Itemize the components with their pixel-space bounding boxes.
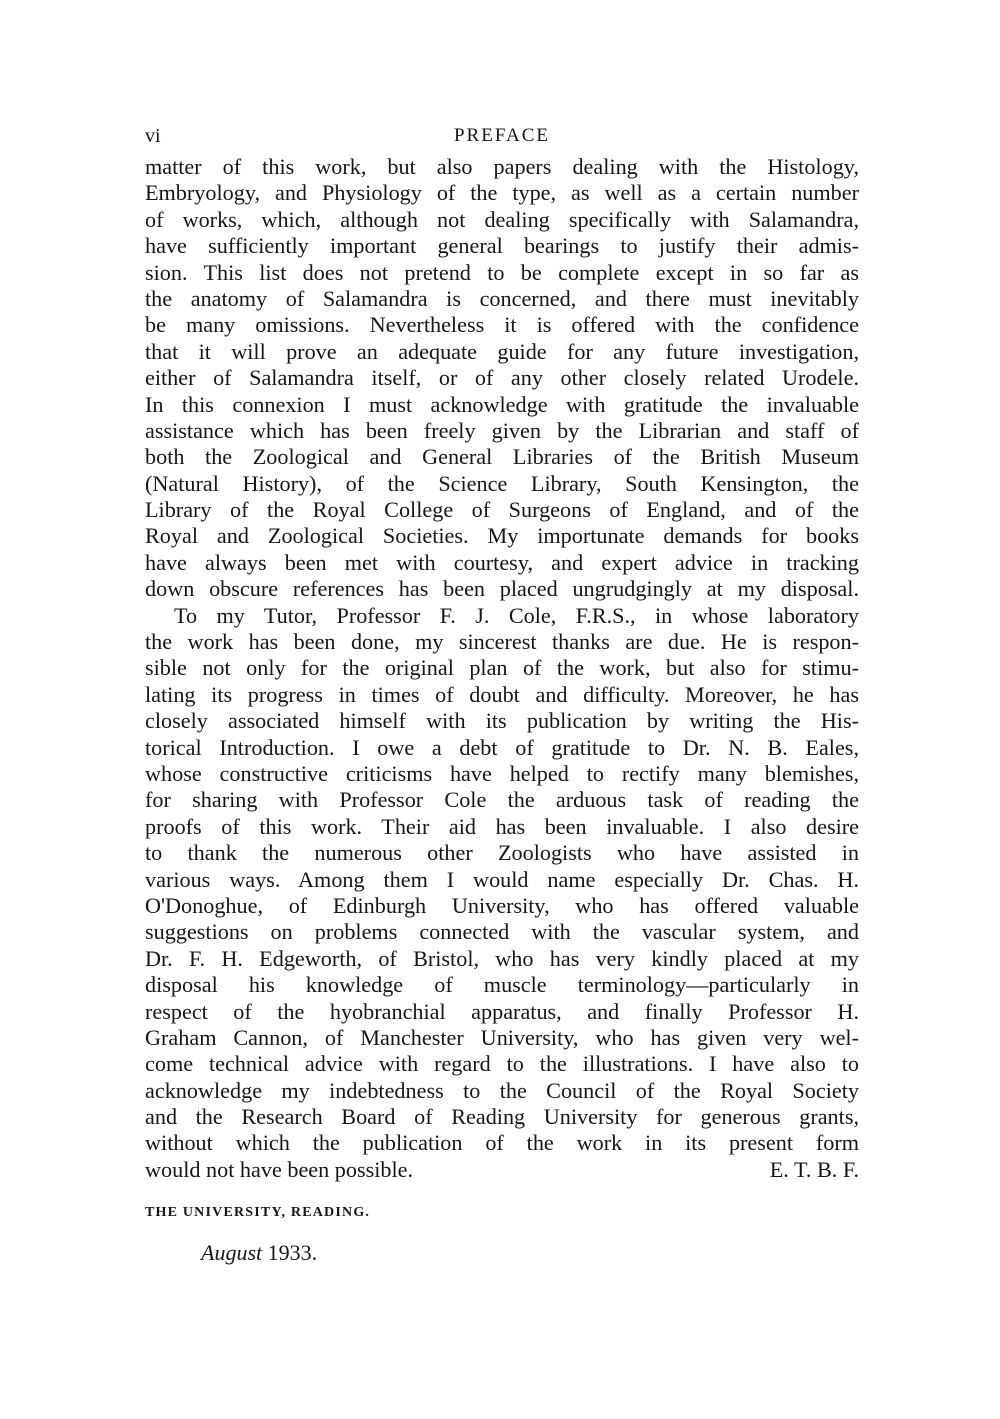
text-line: Royal and Zoological Societies. My importunate demands for books bbox=[145, 523, 859, 549]
text-line: acknowledge my indebtedness to the Council of the Royal Society bbox=[145, 1077, 859, 1103]
body-paragraph-1 bbox=[145, 154, 859, 603]
date-line bbox=[145, 1239, 859, 1267]
closing-line bbox=[145, 1157, 859, 1183]
text-line: Dr. F. H. Edgeworth, of Bristol, who has very kindly placed at my bbox=[145, 945, 859, 971]
text-line: In this connexion I must acknowledge with gratitude the invaluable bbox=[145, 391, 859, 417]
text-line: sion. This list does not pretend to be complete except in so far as bbox=[145, 259, 859, 285]
text-line: have always been met with courtesy, and expert advice in tracking bbox=[145, 549, 859, 575]
text-line: assistance which has been freely given by the Librarian and staff of bbox=[145, 417, 859, 443]
author-initials: E. T. B. F. bbox=[769, 1156, 859, 1182]
text-line: either of Salamandra itself, or of any other closely related Urodele. bbox=[145, 365, 859, 391]
text-line: various ways. Among them I would name especially Dr. Chas. H. bbox=[145, 866, 859, 892]
text-line: Graham Cannon, of Manchester University, who has given very wel- bbox=[145, 1024, 859, 1050]
body-paragraph-2 bbox=[145, 603, 859, 1157]
text-line: Library of the Royal College of Surgeons of England, and of the bbox=[145, 497, 859, 523]
text-line: torical Introduction. I owe a debt of gratitude to Dr. N. B. Eales, bbox=[145, 734, 859, 760]
text-line: to thank the numerous other Zoologists who have assisted in bbox=[145, 840, 859, 866]
running-head bbox=[145, 124, 859, 154]
text-line: sible not only for the original plan of the work, but also for stimu- bbox=[145, 655, 859, 681]
text-line: of works, which, although not dealing specifically with Salamandra, bbox=[145, 206, 859, 232]
text-line: proofs of this work. Their aid has been invaluable. I also desire bbox=[145, 813, 859, 839]
text-line: (Natural History), of the Science Library, South Kensington, the bbox=[145, 470, 859, 496]
text-line: whose constructive criticisms have helped to rectify many blemishes, bbox=[145, 760, 859, 786]
text-line: matter of this work, but also papers dealing with the Histology, bbox=[145, 154, 859, 179]
text-line: the anatomy of Salamandra is concerned, and there must inevitably bbox=[145, 285, 859, 311]
text-line: the work has been done, my sincerest thanks are due. He is respon- bbox=[145, 629, 859, 655]
text-line: suggestions on problems connected with the vascular system, and bbox=[145, 919, 859, 945]
page-title: PREFACE bbox=[453, 125, 550, 146]
text-line: O'Donoghue, of Edinburgh University, who has offered valuable bbox=[145, 892, 859, 918]
text-line: down obscure references has been placed ungrudgingly at my disposal. bbox=[145, 576, 859, 602]
text-line: lating its progress in times of doubt and difficulty. Moreover, he has bbox=[145, 681, 859, 707]
text-line: closely associated himself with its publication by writing the His- bbox=[145, 708, 859, 734]
text-line: be many omissions. Nevertheless it is offered with the confidence bbox=[145, 312, 859, 338]
text-line: both the Zoological and General Libraries of the British Museum bbox=[145, 444, 859, 470]
text-line: have sufficiently important general bearings to justify their admis- bbox=[145, 233, 859, 259]
page-number: vi bbox=[145, 125, 161, 147]
text-line: come technical advice with regard to the illustrations. I have also to bbox=[145, 1051, 859, 1077]
text-line: respect of the hyobranchial apparatus, and finally Professor H. bbox=[145, 998, 859, 1024]
text-line: for sharing with Professor Cole the arduous task of reading the bbox=[145, 787, 859, 813]
date-month: August bbox=[201, 1240, 263, 1266]
closing-text: would not have been possible. bbox=[145, 1156, 414, 1182]
text-line: disposal his knowledge of muscle terminology—particularly in bbox=[145, 972, 859, 998]
text-line: and the Research Board of Reading University for generous grants, bbox=[145, 1104, 859, 1130]
text-line: without which the publication of the work in its present form bbox=[145, 1130, 859, 1156]
text-line: Embryology, and Physiology of the type, as well as a certain number bbox=[145, 180, 859, 206]
date-year: 1933. bbox=[267, 1240, 318, 1266]
text-line: To my Tutor, Professor F. J. Cole, F.R.S., in whose laboratory bbox=[174, 602, 859, 628]
place-line: THE UNIVERSITY, READING. bbox=[145, 1205, 371, 1221]
preface-page bbox=[145, 124, 859, 1267]
text-line: that it will prove an adequate guide for any future investigation, bbox=[145, 338, 859, 364]
